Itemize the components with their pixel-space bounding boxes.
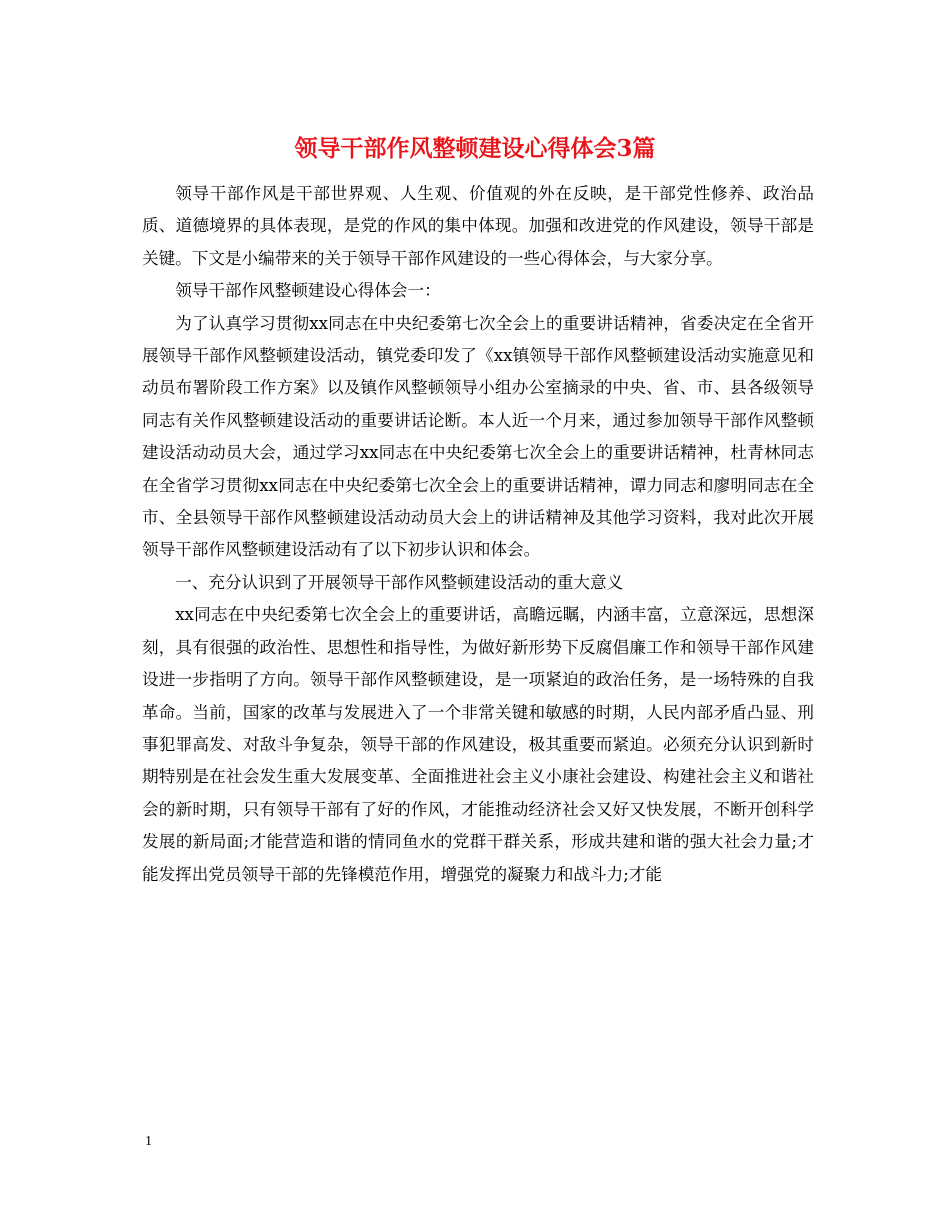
paragraph-intro: 领导干部作风是干部世界观、人生观、价值观的外在反映，是干部党性修养、政治品质、道德境界的具体表现，是党的作风的集中体现。加强和改进党的作风建设，领导干部是关键。下文是小编带来的关于领导干部作风建设的一些心得体会，与大家分享。 (142, 184, 814, 268)
paragraph-background: 为了认真学习贯彻xx同志在中央纪委第七次全会上的重要讲话精神，省委决定在全省开展领导干部作风整顿建设活动，镇党委印发了《xx镇领导干部作风整顿建设活动实施意见和动员布署阶段工作方案》以及镇作风整顿领导小组办公室摘录的中央、省、市、县各级领导同志有关作风整顿建设活动的重要讲话论断。本人近一个月来，通过参加领导干部作风整顿建设活动动员大会，通过学习xx同志在中央纪委第七次全会上的重要讲话精神，杜青林同志在全省学习贯彻xx同志在中央纪委第七次全会上的重要讲话精神，谭力同志和廖明同志在全市、全县领导干部作风整顿建设活动动员大会上的讲话精神及其他学习资料，我对此次开展领导干部作风整顿建设活动有了以下初步认识和体会。 (142, 313, 814, 560)
paragraph-significance: xx同志在中央纪委第七次全会上的重要讲话，高瞻远瞩，内涵丰富，立意深远，思想深刻，具有很强的政治性、思想性和指导性，为做好新形势下反腐倡廉工作和领导干部作风建设进一步指明了方向。领导干部作风整顿建设，是一项紧迫的政治任务，是一场特殊的自我革命。当前，国家的改革与发展进入了一个非常关键和敏感的时期，人民内部矛盾凸显、刑事犯罪高发、对敌斗争复杂，领导干部的作风建设，极其重要而紧迫。必须充分认识到新时期特别是在社会发生重大发展变革、全面推进社会主义小康社会建设、构建社会主义和谐社会的新时期，只有领导干部有了好的作风，才能推动经济社会又好又快发展，不断开创科学发展的新局面;才能营造和谐的情同鱼水的党群干群关系，形成共建和谐的强大社会力量;才能发挥出党员领导干部的先锋模范作用，增强党的凝聚力和战斗力;才能 (142, 605, 814, 884)
paragraph-heading-part-one: 领导干部作风整顿建设心得体会一： (175, 281, 441, 301)
document-body (142, 178, 814, 891)
page-number: 1 (145, 1134, 152, 1149)
document-title: 领导干部作风整顿建设心得体会3篇 (294, 135, 656, 162)
paragraph-section-heading: 一、充分认识到了开展领导干部作风整顿建设活动的重大意义 (175, 572, 624, 592)
